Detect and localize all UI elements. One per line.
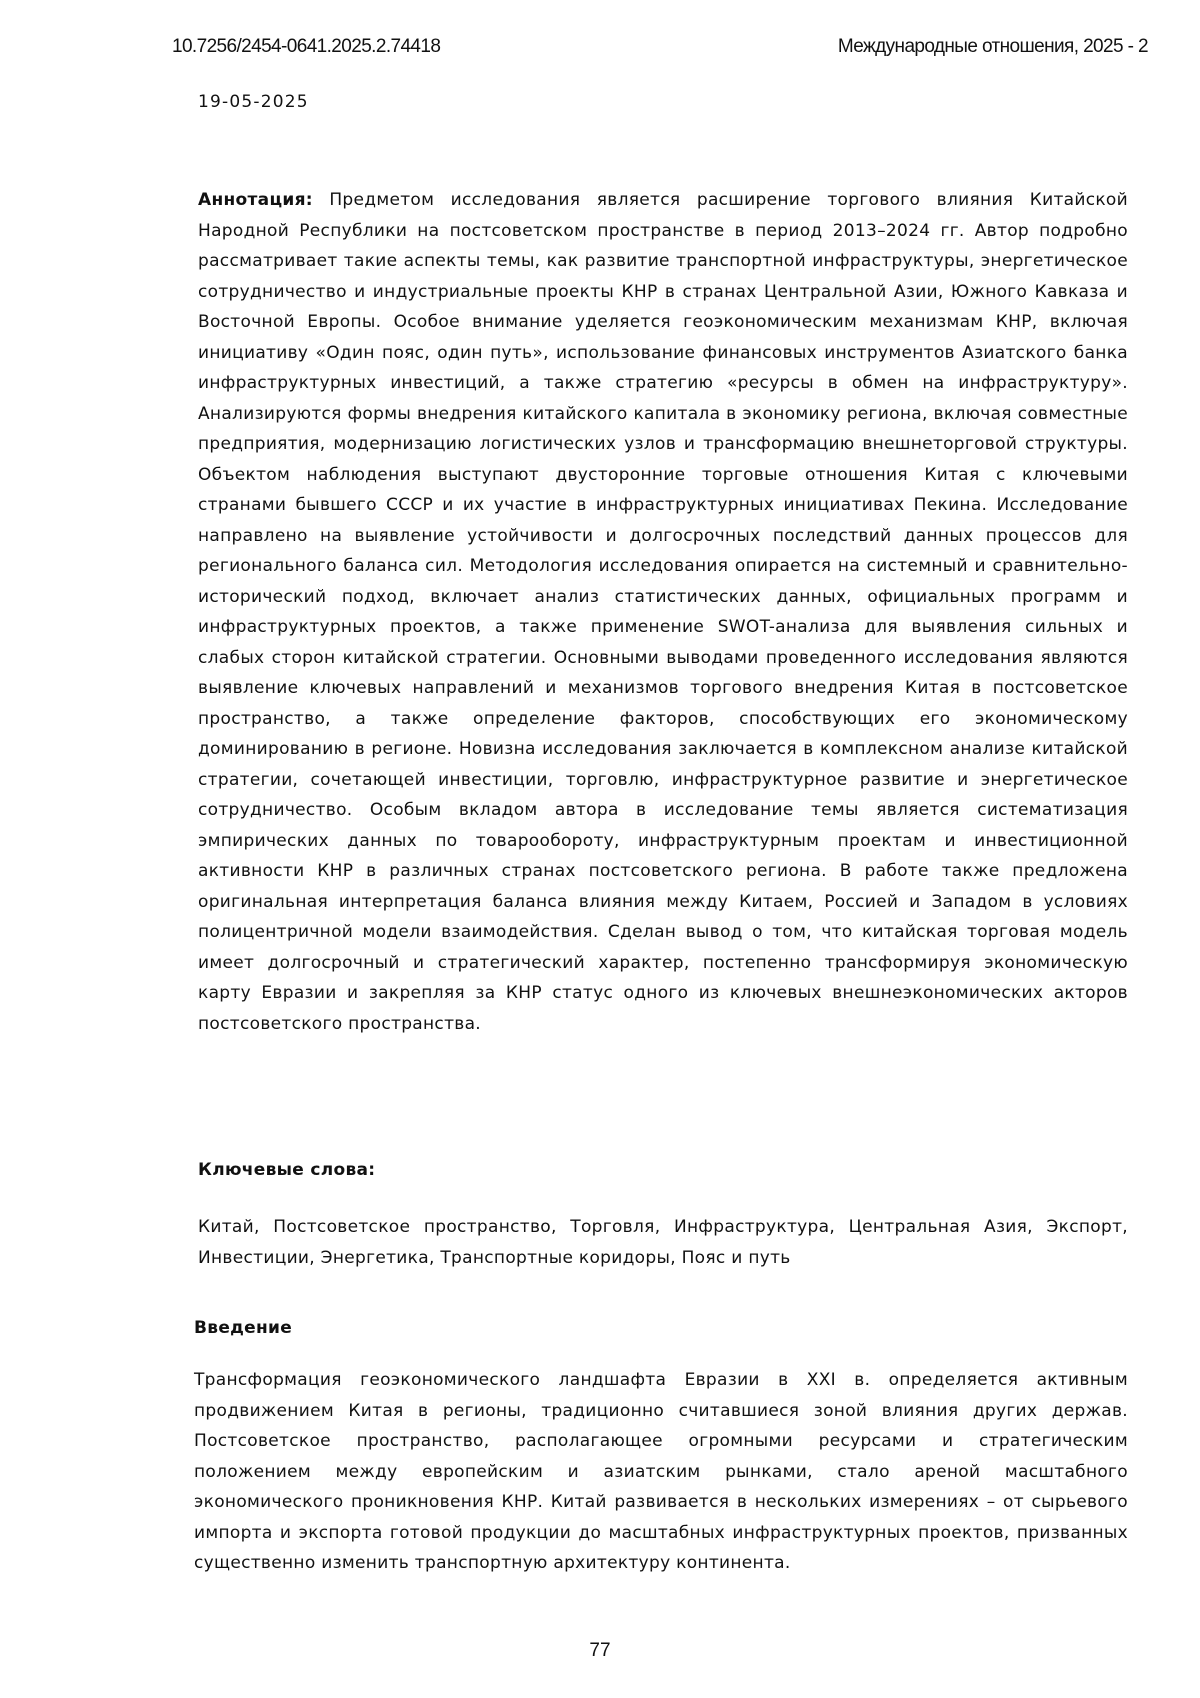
- introduction-text: Трансформация геоэкономического ландшафта Евразии в XXI в. определяется активным продвижением Китая в регионы, традиционно считавшиеся зоной влияния других держав. Постсоветское пространство, располагающее огромными ресурсами и стратегическим положением между европейским и азиатским рынками, стало ареной масштабного экономического проникновения КНР. Китай развивается в нескольких измерениях – от сырьевого импорта и экспорта готовой продукции до масштабных инфраструктурных проектов, призванных существенно изменить транспортную архитектуру континента.: [194, 1365, 1128, 1579]
- keywords-text: Китай, Постсоветское пространство, Торговля, Инфраструктура, Центральная Азия, Экспорт, Инвестиции, Энергетика, Транспортные коридоры, Пояс и путь: [198, 1212, 1128, 1273]
- keywords-heading: Ключевые слова:: [198, 1160, 375, 1180]
- abstract-label: Аннотация:: [198, 190, 313, 210]
- abstract: [198, 185, 1128, 1039]
- page-number: 77: [0, 1640, 1200, 1662]
- publication-date: 19-05-2025: [198, 92, 309, 112]
- journal-title: Международные отношения, 2025 - 2: [838, 36, 1148, 58]
- abstract-text: Предметом исследования является расширение торгового влияния Китайской Народной Республики на постсоветском пространстве в период 2013–2024 гг. Автор подробно рассматривает такие аспекты темы, как развитие транспортной инфраструктуры, энергетическое сотрудничество и индустриальные проекты КНР в странах Центральной Азии, Южного Кавказа и Восточной Европы. Особое внимание уделяется геоэкономическим механизмам КНР, включая инициативу «Один пояс, один путь», использование финансовых инструментов Азиатского банка инфраструктурных инвестиций, а также стратегию «ресурсы в обмен на инфраструктуру». Анализируются формы внедрения китайского капитала в экономику региона, включая совместные предприятия, модернизацию логистических узлов и трансформацию внешнеторговой структуры. Объектом наблюдения выступают двусторонние торговые отношения Китая с ключевыми странами бывшего СССР и их участие в инфраструктурных инициативах Пекина. Исследование направлено на выявление устойчивости и долгосрочных последствий данных процессов для регионального баланса сил. Методология исследования опирается на системный и сравнительно-исторический подход, включает анализ статистических данных, официальных программ и инфраструктурных проектов, а также применение SWOT-анализа для выявления сильных и слабых сторон китайской стратегии. Основными выводами проведенного исследования являются выявление ключевых направлений и механизмов торгового внедрения Китая в постсоветское пространство, а также определение факторов, способствующих его экономическому доминированию в регионе. Новизна исследования заключается в комплексном анализе китайской стратегии, сочетающей инвестиции, торговлю, инфраструктурное развитие и энергетическое сотрудничество. Особым вкладом автора в исследование темы является систематизация эмпирических данных по товарообороту, инфраструктурным проектам и инвестиционной активности КНР в различных странах постсоветского региона. В работе также предложена оригинальная интерпретация баланса влияния между Китаем, Россией и Западом в условиях полицентричной модели взаимодействия. Сделан вывод о том, что китайская торговая модель имеет долгосрочный и стратегический характер, постепенно трансформируя экономическую карту Евразии и закрепляя за КНР статус одного из ключевых внешнеэкономических акторов постсоветского пространства.: [198, 190, 1128, 1034]
- doi: 10.7256/2454-0641.2025.2.74418: [172, 36, 440, 58]
- introduction-heading: Введение: [194, 1318, 292, 1338]
